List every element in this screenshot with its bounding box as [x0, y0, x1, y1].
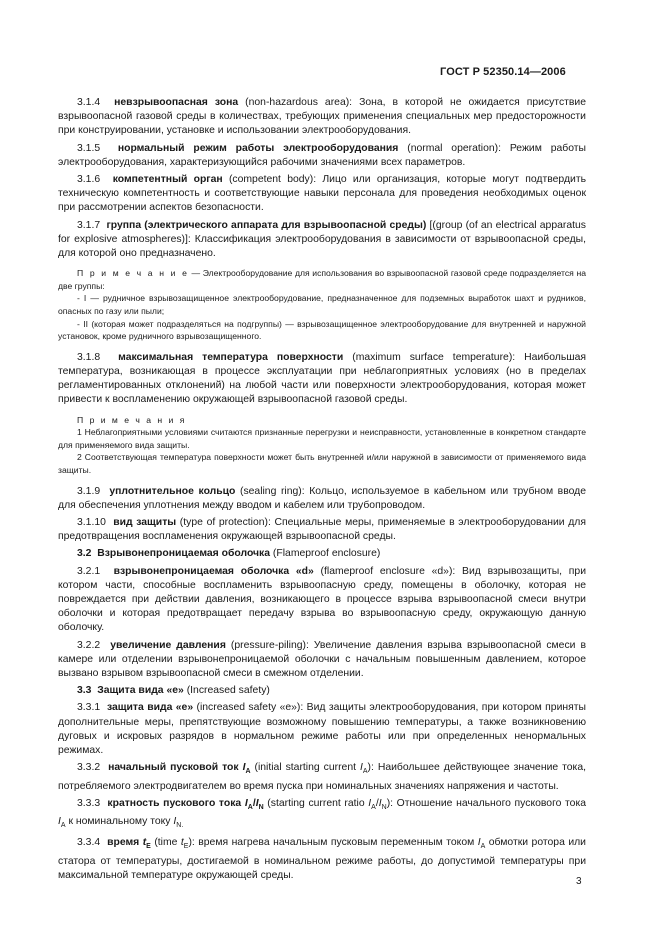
clause-3-2-2: 3.2.2 увеличение давления (pressure-piling): Увеличение давления взрыва взрывоопасной смеси в камере или отделении взрывонепроницаемой оболочки с начальным повышенным давлением, которое вызвано взрывом взрывоопасной смеси в смежном отделении.	[58, 639, 587, 680]
note-item: 2 Соответствующая температура поверхности может быть внутренней и/или наружной в зависимости от применяемого вида защиты.	[58, 452, 586, 475]
clause-3-1-8: 3.1.8 максимальная температура поверхности (maximum surface temperature): Наибольшая температура, возникающая в процессе эксплуатации при неблагоприятных условиях (но в пределах регламентированных отклонений) на любой части или поверхности электрооборудования, которая может привести к воспламенению окружающей взрывоопасной газовой среды.	[58, 351, 586, 406]
note-groups: П р и м е ч а н и е — Электрооборудование для использования во взрывоопасной газовой среде подразделяется на две группы: - I — рудничное взрывозащищенное электрооборудование, предназначенное для подземных выработок шахт и рудников, опасных по газу или пыли; - II (которая может подразделяться на подгруппы) — взрывозащищенное электрооборудование для внутренней и наружной установок, кроме рудничного взрывозащищенного.	[58, 268, 587, 342]
clause-3-2-1: 3.2.1 взрывонепроницаемая оболочка «d» (flameproof enclosure «d»): Вид взрывозащиты, при котором части, способные воспламенить взрывоопасную среду, помещены в оболочку, которая не повреждается при действии давления, возникающего в процессе взрыва взрывоопасной смеси внутри оболочки и которая предотвращает передачу взрыва во взрывоопасную среду, окружающую данную оболочку.	[58, 565, 587, 634]
note-label: П р и м е ч а н и я	[77, 414, 187, 425]
term: увеличение давления	[110, 639, 226, 651]
page-number: 3	[576, 876, 582, 887]
clause-3-1-7: 3.1.7 группа (электрического аппарата для взрывоопасной среды) [(group (of an electrical apparatus for explosive atmospheres)]: Классификация электрооборудования в зависимости от взрывоопасной среды, для которой оно предназначено.	[58, 219, 586, 260]
notes-temperature	[58, 414, 586, 477]
clause-3-1-5: 3.1.5 нормальный режим работы электрооборудования (normal operation): Режим работы электрооборудования, характеризующийся рабочими значениями всех параметров.	[58, 142, 587, 168]
document-body	[58, 96, 586, 886]
term: взрывонепроницаемая оболочка «d»	[113, 565, 314, 577]
term: нормальный режим работы электрооборудования	[117, 142, 399, 154]
term: уплотнительное кольцо	[109, 485, 236, 497]
clause-3-1-9: 3.1.9 уплотнительное кольцо (sealing ring): Кольцо, используемое в кабельном или трубном вводе для обеспечения уплотнения между вводом и кабелем или трубопроводом.	[58, 485, 586, 511]
clause-3-1-6: 3.1.6 компетентный орган (competent body): Лицо или организация, которые могут подтвердить техническую компетентность и соответствующие навыки персонала для проведения необходимых оценок при рассмотрении аспектов безопасности.	[58, 174, 586, 214]
term: группа (электрического аппарата для взрывоопасной среды)	[106, 219, 427, 231]
note-item: - I — рудничное взрывозащищенное электрооборудование, предназначенное для подземных выработок шахт и рудников, опасных по газу или пыли;	[58, 293, 586, 317]
section-title: Защита вида «e»	[97, 685, 184, 697]
term: защита вида «e»	[106, 702, 194, 714]
note-item: - II (которая может подразделяться на подгруппы) — взрывозащищенное электрооборудование для внутренней и наружной установок, кроме рудничного взрывозащищенного.	[58, 318, 586, 342]
clause-3-3-3: 3.3.3 кратность пускового тока $I_A/I_N$ (starting current ratio $I_A/I_N$): Отношение начального пускового тока $I_A$ к номинальному току $I_{N.}$	[58, 797, 587, 830]
note-label: П р и м е ч а н и е	[77, 268, 189, 279]
term: компетентный орган	[112, 174, 223, 186]
term: максимальная температура поверхности	[118, 351, 344, 363]
term: начальный пусковой ток	[108, 762, 239, 774]
note-item: 1 Неблагоприятными условиями считаются признанные перегрузки и неисправности, установленные в конкретном стандарте для применяемого вида защиты.	[58, 427, 586, 450]
clause-3-3-1: 3.3.1 защита вида «e» (increased safety «e»): Вид защиты электрооборудования, при котором приняты дополнительные меры, препятствующие возможному повышению температуры, а также возникновению дуговых и искровых разрядов в нормальном режиме работы или при определенных ненормальных режимах.	[58, 702, 586, 757]
clause-3-3-4: 3.3.4 время $t_E$ (time $t_E$): время нагрева начальным пусковым переменным током $I_A$ обмотки ротора или статора от температуры, достигаемой в номинальном режиме работы, до допустимой температуры при максимальной температуре окружающей среды.	[58, 837, 586, 881]
term: кратность пускового тока	[107, 797, 242, 809]
standard-code: ГОСТ Р 52350.14—2006	[440, 66, 566, 78]
section-3-3: 3.3 Защита вида «e» (Increased safety)	[77, 685, 270, 697]
term: время	[107, 837, 140, 849]
clause-3-1-10: 3.1.10 вид защиты (type of protection): Специальные меры, применяемые в электрооборудовании для предотвращения воспламенения окружающей взрывоопасной среды.	[58, 516, 586, 543]
term: вид защиты	[113, 516, 177, 528]
term: невзрывоопасная зона	[114, 97, 239, 108]
clause-3-1-4: 3.1.4 невзрывоопасная зона (non-hazardous area): Зона, в которой не ожидается присутствие взрывоопасной газовой среды в количествах, требующих применения специальных мер предосторожности при конструировании, установке и использовании электрооборудования.	[58, 97, 586, 137]
section-title: Взрывонепроницаемая оболочка	[97, 548, 271, 560]
clause-3-3-2: 3.3.2 начальный пусковой ток $I_A$ (initial starting current $I_A$): Наибольшее действующее значение тока, потребляемого электродвигателем во время пуска при номинальных значениях напряжения и частоты.	[58, 762, 586, 792]
section-3-2: 3.2 Взрывонепроницаемая оболочка (Flameproof enclosure)	[77, 548, 381, 560]
